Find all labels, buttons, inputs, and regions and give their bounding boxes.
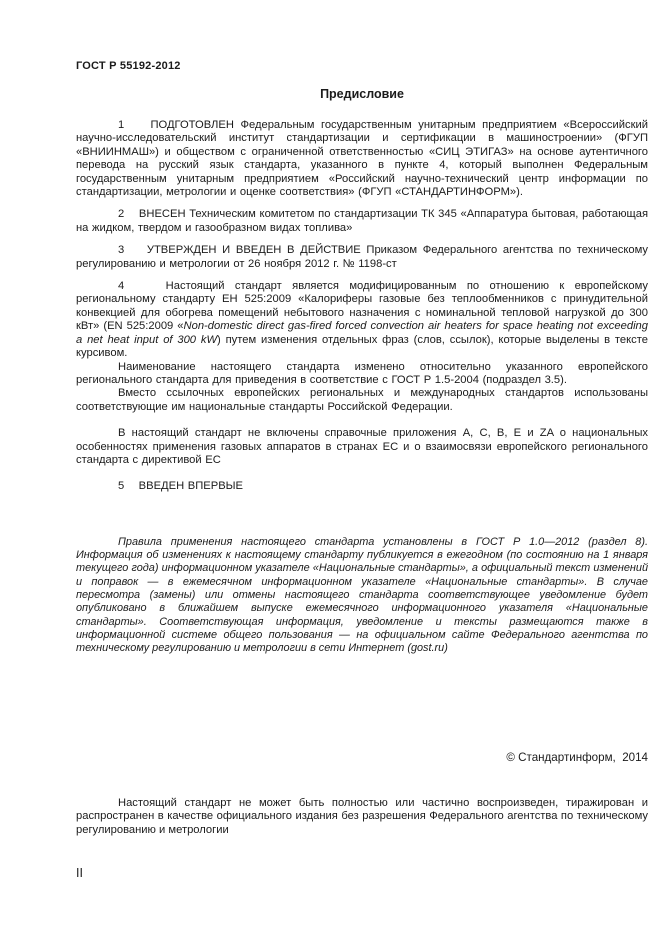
foreword-references-note: Вместо ссылочных европейских региональных и международных стандартов использованы соответствующие им национальные стандарты Российской Федерации.: [76, 387, 648, 413]
document-code: ГОСТ Р 55192-2012: [76, 60, 181, 72]
foreword-clause-4-english-title: Non-domestic direct gas-fired forced convection air heaters for space heating not exceeding a net heat input of 300 kW: [76, 320, 648, 346]
foreword-clause-2: 2 ВНЕСЕН Техническим комитетом по стандартизации ТК 345 «Аппаратура бытовая, работающая на жидком, твердом и газообразном видах топлива»: [76, 208, 648, 234]
foreword-clause-1: 1 ПОДГОТОВЛЕН Федеральным государственным унитарным предприятием «Всероссийский научно-исследовательский институт стандартизации и сертификации в машиностроении» (ФГУП «ВНИИНМАШ») и обществом с ограниченной ответственностью «СИЦ ЭТИГАЗ» на основе аутентичного перевода на русский язык стандарта, указанного в пункте 4, который выполнен Федеральным государственным унитарным предприятием «Российский научно-технический центр информации по стандартизации, метрологии и оценке соответствия» (ФГУП «СТАНДАРТИНФОРМ»).: [76, 119, 648, 199]
reproduction-restriction: Настоящий стандарт не может быть полностью или частично воспроизведен, тиражирован и распространен в качестве официального издания без разрешения Федерального агентства по техническому регулированию и метрологии: [76, 797, 648, 836]
foreword-clause-3: 3 УТВЕРЖДЕН И ВВЕДЕН В ДЕЙСТВИЕ Приказом Федерального агентства по техническому регулированию и метрологии от 26 ноября 2012 г. № 1198-ст: [76, 244, 648, 270]
foreword-annexes-note: В настоящий стандарт не включены справочные приложения А, С, В, Е и ZA о национальных особенностях применения газовых аппаратов в странах ЕС и о взаимосвязи европейского регионального стандарта с директивой ЕС: [76, 427, 648, 466]
foreword-name-change-note: Наименование настоящего стандарта изменено относительно указанного европейского регионального стандарта для приведения в соответствие с ГОСТ Р 1.5-2004 (подраздел 3.5).: [76, 360, 648, 386]
foreword-clause-4: [76, 280, 648, 360]
page-number: II: [76, 866, 83, 880]
foreword-clause-5: 5 ВВЕДЕН ВПЕРВЫЕ: [118, 480, 244, 493]
application-rules-note: Правила применения настоящего стандарта установлены в ГОСТ Р 1.0—2012 (раздел 8). Информация об изменениях к настоящему стандарту публикуется в ежегодном (по состоянию на 1 января текущего года) информационном указателе «Национальные стандарты», а официальный текст изменений и поправок — в ежемесячном информационном указателе «Национальные стандарты». В случае пересмотра (замены) или отмены настоящего стандарта соответствующее уведомление будет опубликовано в ближайшем выпуске ежемесячного информационного указателя «Национальные стандарты». Соответствующая информация, уведомление и тексты размещаются также в информационной системе общего пользования — на официальном сайте Федерального агентства по техническому регулированию и метрологии в сети Интернет (gost.ru): [76, 535, 648, 655]
foreword-clause-4-text: 4 Настоящий стандарт является модифицированным по отношению к европейскому региональному стандарту ЕН 525:2009 «Калориферы газовые без теплообменников с принудительной конвекцией для обогрева помещений небытового назначения с номинальной тепловой нагрузкой до 300 кВт» (EN 525:2009 «: [76, 280, 648, 333]
page-title: Предисловие: [320, 87, 404, 101]
copyright-line: © Стандартинформ, 2014: [506, 751, 648, 764]
foreword-clause-4-tail: ) путем изменения отдельных фраз (слов, ссылок), которые выделены в тексте курсивом.: [76, 333, 648, 360]
